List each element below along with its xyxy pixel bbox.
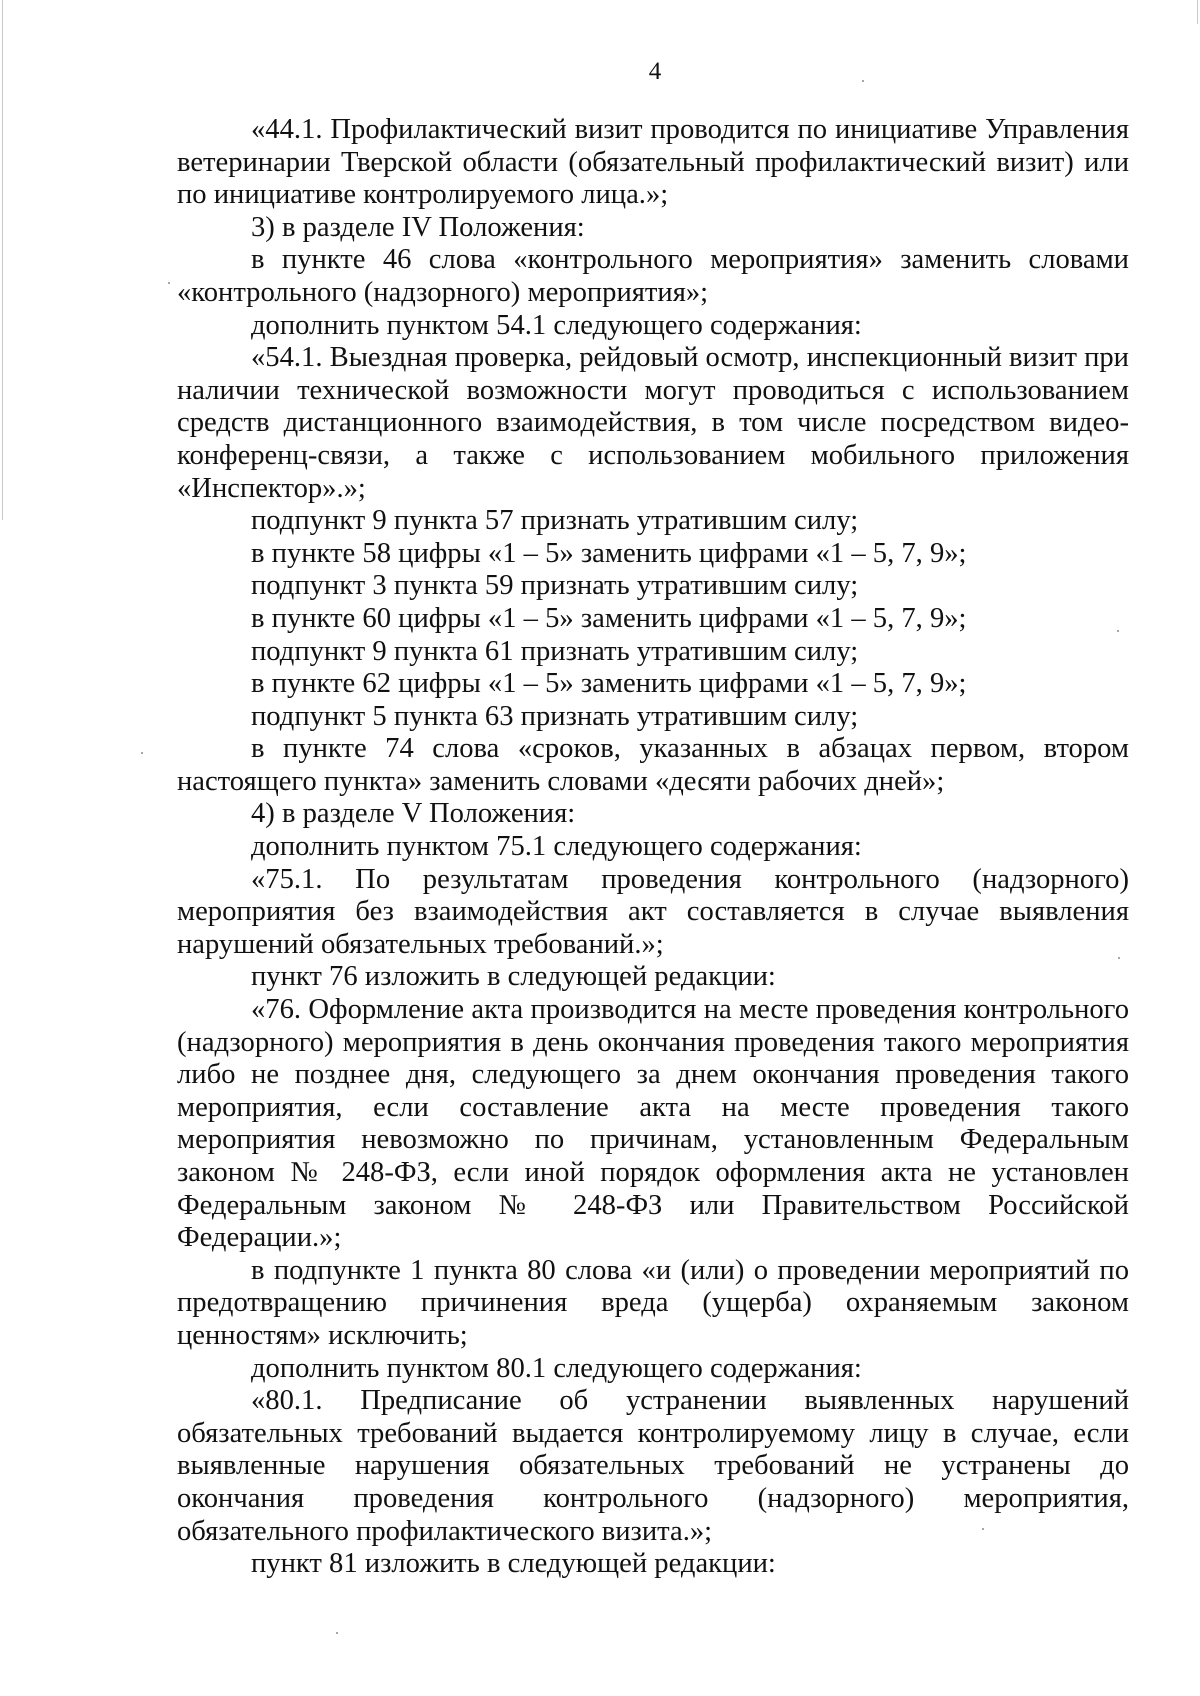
paragraph: «76. Оформление акта производится на месте проведения контрольного (надзорного) мероприятия в день окончания проведения такого мероприятия либо не позднее дня, следующего за днем окончания проведения такого мероприятия, если составление акта на месте проведения такого мероприятия невозможно по причинам, установленным Федеральным законом № 248-ФЗ, если иной порядок оформления акта не установлен Федеральным законом № 248-ФЗ или Правительством Российской Федерации.»;: [177, 994, 1129, 1254]
paragraph: «44.1. Профилактический визит проводится по инициативе Управления ветеринарии Тверской области (обязательный профилактический визит) или по инициативе контролируемого лица.»;: [177, 114, 1129, 211]
scan-speck: [982, 1528, 984, 1530]
document-body: [177, 114, 1129, 1581]
paragraph: подпункт 9 пункта 61 признать утратившим силу;: [251, 635, 859, 667]
paragraph: 4) в разделе V Положения:: [251, 798, 576, 830]
paragraph: в пункте 74 слова «сроков, указанных в абзацах первом, втором настоящего пункта» заменить словами «десяти рабочих дней»;: [177, 733, 1129, 797]
scan-speck: [141, 752, 143, 754]
scan-speck: [862, 80, 864, 82]
paragraph: дополнить пунктом 75.1 следующего содержания:: [251, 831, 862, 863]
scan-speck: [1118, 957, 1120, 959]
paragraph: подпункт 3 пункта 59 признать утратившим силу;: [251, 570, 859, 602]
paragraph: в пункте 46 слова «контрольного мероприятия» заменить словами «контрольного (надзорного) мероприятия»;: [177, 244, 1129, 308]
paragraph: в пункте 62 цифры «1 – 5» заменить цифрами «1 – 5, 7, 9»;: [251, 668, 967, 700]
paragraph: «80.1. Предписание об устранении выявленных нарушений обязательных требований выдается контролируемому лицу в случае, если выявленные нарушения обязательных требований не устранены до окончания проведения контрольного (надзорного) мероприятия, обязательного профилактического визита.»;: [177, 1385, 1129, 1547]
scan-edge-right: [1197, 0, 1198, 24]
paragraph: дополнить пунктом 54.1 следующего содержания:: [251, 309, 862, 341]
paragraph: в подпункте 1 пункта 80 слова «и (или) о проведении мероприятий по предотвращению причинения вреда (ущерба) охраняемым законом ценностям» исключить;: [177, 1254, 1129, 1351]
paragraph: пункт 81 изложить в следующей редакции:: [251, 1548, 776, 1580]
paragraph: «75.1. По результатам проведения контрольного (надзорного) мероприятия без взаимодействия акт составляется в случае выявления нарушений обязательных требований.»;: [177, 863, 1129, 960]
scan-speck: [168, 282, 170, 284]
paragraph: в пункте 58 цифры «1 – 5» заменить цифрами «1 – 5, 7, 9»;: [251, 537, 967, 569]
paragraph: 3) в разделе IV Положения:: [251, 211, 585, 243]
paragraph: подпункт 5 пункта 63 признать утратившим силу;: [251, 700, 859, 732]
paragraph: дополнить пунктом 80.1 следующего содержания:: [251, 1352, 862, 1384]
paragraph: пункт 76 изложить в следующей редакции:: [251, 961, 776, 993]
paragraph: «54.1. Выездная проверка, рейдовый осмотр, инспекционный визит при наличии технической возможности могут проводиться с использованием средств дистанционного взаимодействия, в том числе посредством видео-конференц-связи, а также с использованием мобильного приложения «Инспектор».»;: [177, 342, 1129, 504]
scan-speck: [336, 1632, 338, 1634]
scan-speck: [1117, 630, 1119, 632]
paragraph: подпункт 9 пункта 57 признать утратившим силу;: [251, 505, 859, 537]
paragraph: в пункте 60 цифры «1 – 5» заменить цифрами «1 – 5, 7, 9»;: [251, 602, 967, 634]
page-number: 4: [648, 58, 662, 85]
